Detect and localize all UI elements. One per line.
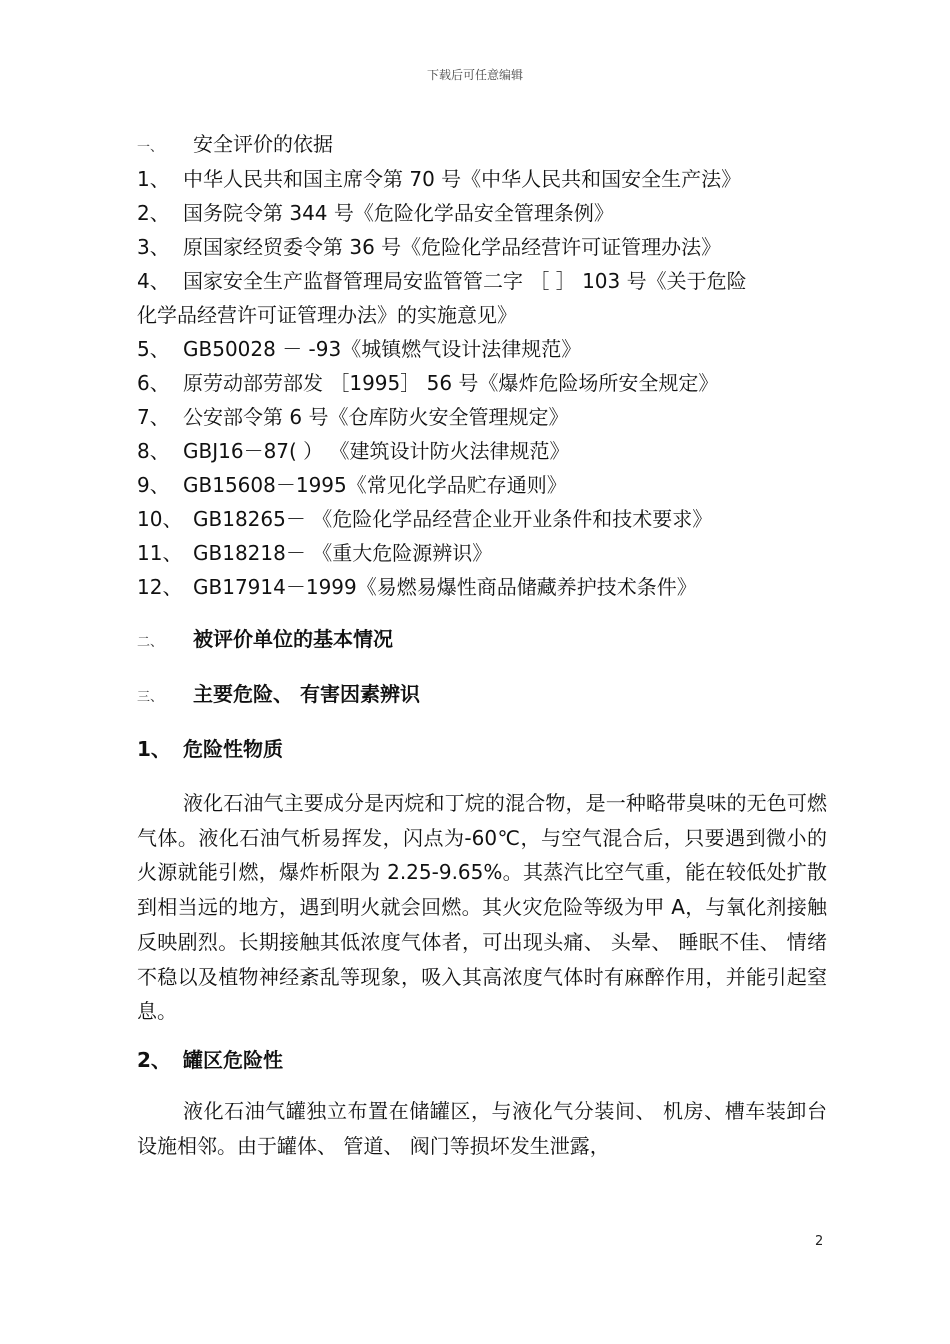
- section-number: 三、: [137, 690, 164, 705]
- list-item-number: 4、: [137, 269, 170, 293]
- list-item: [137, 434, 827, 468]
- section-title: 安全评价的依据: [193, 132, 333, 156]
- list-item-text: 原劳动部劳部发 ［1995］ 56 号《爆炸危险场所安全规定》: [183, 371, 719, 395]
- list-item: [137, 332, 827, 366]
- list-item-number: 5、: [137, 337, 170, 361]
- body-paragraph: 液化石油气主要成分是丙烷和丁烷的混合物，是一种略带臭味的无色可燃气体。液化石油气析易挥发，闪点为-60℃，与空气混合后，只要遇到微小的火源就能引燃，爆炸析限为 2.25-9.65%。其蒸汽比空气重，能在较低处扩散到相当远的地方，遇到明火就会回燃。其火灾危险等级为甲 A，与氧化剂接触反映剧烈。长期接触其低浓度气体者，可出现头痛、 头晕、 睡眠不佳、 情绪不稳以及植物神经紊乱等现象，吸入其高浓度气体时有麻醉作用，并能引起窒息。: [137, 791, 827, 1024]
- list-item: [137, 536, 827, 570]
- list-item-number: 7、: [137, 405, 170, 429]
- subsection-heading-1: [137, 733, 827, 769]
- list-item-number: 11、: [137, 541, 183, 565]
- page-header-note: 下载后可任意编辑: [426, 68, 523, 82]
- list-item: [137, 570, 827, 604]
- section-title: 被评价单位的基本情况: [193, 627, 393, 651]
- list-item-text: GB17914－1999《易燃易爆性商品储藏养护技术条件》: [193, 575, 697, 599]
- list-item: [137, 400, 827, 434]
- subsection-title: 罐区危险性: [183, 1047, 283, 1072]
- list-item-number: 12、: [137, 575, 183, 599]
- list-item: [137, 468, 827, 502]
- list-item-text: GB15608－1995《常见化学品贮存通则》: [183, 473, 567, 497]
- subsection-heading-2: [137, 1044, 827, 1080]
- subsection-number: 1、: [137, 737, 171, 761]
- list-item-text: 原国家经贸委令第 36 号《危险化学品经营许可证管理办法》: [183, 235, 722, 259]
- section-title: 主要危险、 有害因素辨识: [193, 682, 420, 706]
- list-item-text: GBJ16－87( ） 《建筑设计防火法律规范》: [183, 439, 570, 463]
- section-heading-2: [137, 623, 827, 659]
- list-item: [137, 162, 827, 196]
- list-item-number: 2、: [137, 201, 170, 225]
- list-item-text: 中华人民共和国主席令第 70 号《中华人民共和国安全生产法》: [183, 167, 742, 191]
- list-item-number: 1、: [137, 167, 170, 191]
- list-item-text: 国家安全生产监督管理局安监管管二字 ［ ］ 103 号《关于危险: [183, 269, 747, 293]
- page-number: 2: [815, 1234, 824, 1249]
- list-item-continuation: 化学品经营许可证管理办法》的实施意见》: [137, 303, 517, 327]
- list-item-text: 国务院令第 344 号《危险化学品安全管理条例》: [183, 201, 614, 225]
- list-item: [137, 196, 827, 230]
- section-heading-3: [137, 678, 827, 714]
- list-item: [137, 230, 827, 264]
- subsection-number: 2、: [137, 1047, 171, 1072]
- section-number: 一、: [137, 140, 164, 155]
- list-item-number: 3、: [137, 235, 170, 259]
- list-item-number: 6、: [137, 371, 170, 395]
- section-number: 二、: [137, 635, 164, 650]
- list-item-number: 8、: [137, 439, 170, 463]
- list-item: [137, 264, 827, 298]
- list-item-text: GB18218－ 《重大危险源辨识》: [193, 541, 493, 565]
- document-body: [137, 128, 827, 1163]
- list-item: [137, 502, 827, 536]
- section-heading-1: [137, 128, 827, 162]
- list-item-number: 9、: [137, 473, 170, 497]
- list-item-text: GB18265－ 《危险化学品经营企业开业条件和技术要求》: [193, 507, 713, 531]
- reference-list: [137, 162, 827, 604]
- list-item-text: GB50028 － -93《城镇燃气设计法律规范》: [183, 337, 582, 361]
- list-item: [137, 366, 827, 400]
- list-item-text: 公安部令第 6 号《仓库防火安全管理规定》: [183, 405, 569, 429]
- subsection-title: 危险性物质: [183, 737, 283, 761]
- list-item-number: 10、: [137, 507, 183, 531]
- body-paragraph: 液化石油气罐独立布置在储罐区，与液化气分装间、 机房、槽车装卸台设施相邻。由于罐体、 管道、 阀门等损坏发生泄露，: [137, 1098, 827, 1158]
